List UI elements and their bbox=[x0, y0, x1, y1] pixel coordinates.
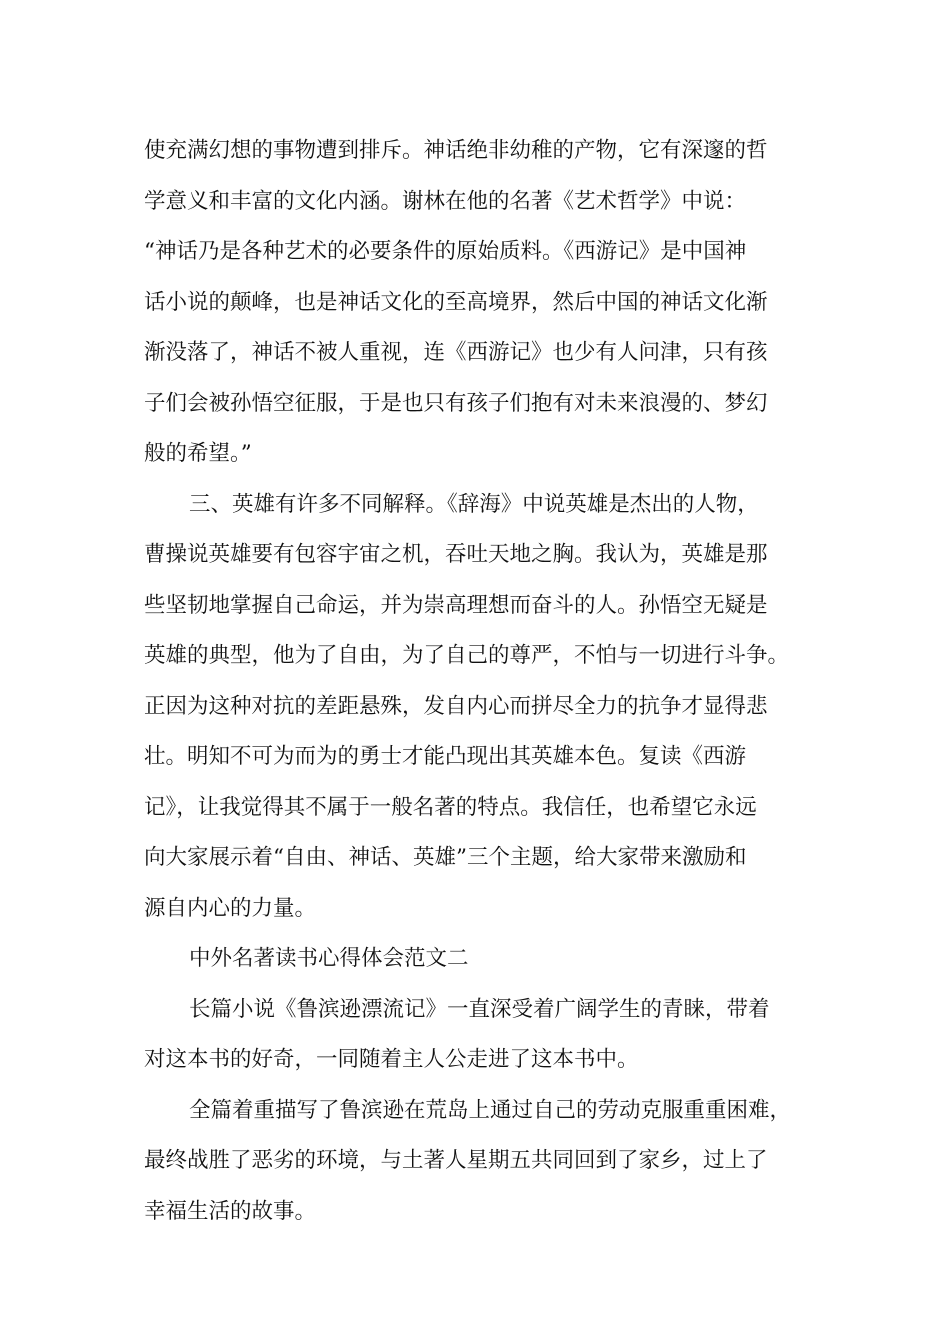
text-line: 学意义和丰富的文化内涵。谢林在他的名著《艺术哲学》中说： bbox=[144, 188, 747, 214]
text-line: 源自内心的力量。 bbox=[144, 895, 317, 921]
text-line: 使充满幻想的事物遭到排斥。神话绝非幼稚的产物，它有深邃的哲 bbox=[144, 138, 768, 163]
paragraph-start-line: 全篇着重描写了鲁滨逊在荒岛上通过自己的劳动克服重重困难， bbox=[189, 1097, 792, 1123]
text-line: 壮。明知不可为而为的勇士才能凸现出其英雄本色。复读《西游 bbox=[144, 744, 747, 769]
text-line: 曹操说英雄要有包容宇宙之机，吞吐天地之胸。我认为，英雄是那 bbox=[144, 542, 768, 567]
text-line: “神话乃是各种艺术的必要条件的原始质料。《西游记》是中国神 bbox=[144, 239, 747, 264]
text-line: 幸福生活的故事。 bbox=[144, 1198, 317, 1224]
text-line: 话小说的颠峰，也是神话文化的至高境界，然后中国的神话文化渐 bbox=[144, 289, 768, 315]
text-line: 正因为这种对抗的差距悬殊，发自内心而拼尽全力的抗争才显得悲 bbox=[144, 693, 768, 719]
text-line: 子们会被孙悟空征服，于是也只有孩子们抱有对未来浪漫的、梦幻 bbox=[144, 390, 768, 416]
section-heading: 中外名著读书心得体会范文二 bbox=[189, 946, 469, 971]
text-line: 渐没落了，神话不被人重视，连《西游记》也少有人问津，只有孩 bbox=[144, 340, 768, 365]
text-line: 最终战胜了恶劣的环境，与土著人星期五共同回到了家乡，过上了 bbox=[144, 1148, 768, 1173]
paragraph-start-line: 长篇小说《鲁滨逊漂流记》一直深受着广阔学生的青睐，带着 bbox=[189, 996, 770, 1022]
text-line: 对这本书的好奇，一同随着主人公走进了这本书中。 bbox=[144, 1047, 639, 1072]
text-line: 向大家展示着“自由、神话、英雄”三个主题，给大家带来激励和 bbox=[144, 845, 747, 870]
text-line: 记》，让我觉得其不属于一般名著的特点。我信任，也希望它永远 bbox=[144, 794, 757, 820]
text-line: 般的希望。” bbox=[144, 441, 252, 466]
text-line: 些坚韧地掌握自己命运，并为崇高理想而奋斗的人。孙悟空无疑是 bbox=[144, 592, 768, 618]
document-body bbox=[144, 126, 814, 1237]
paragraph-start-line: 三、英雄有许多不同解释。《辞海》中说英雄是杰出的人物， bbox=[189, 491, 759, 517]
text-line: 英雄的典型，他为了自由，为了自己的尊严，不怕与一切进行斗争。 bbox=[144, 643, 790, 668]
